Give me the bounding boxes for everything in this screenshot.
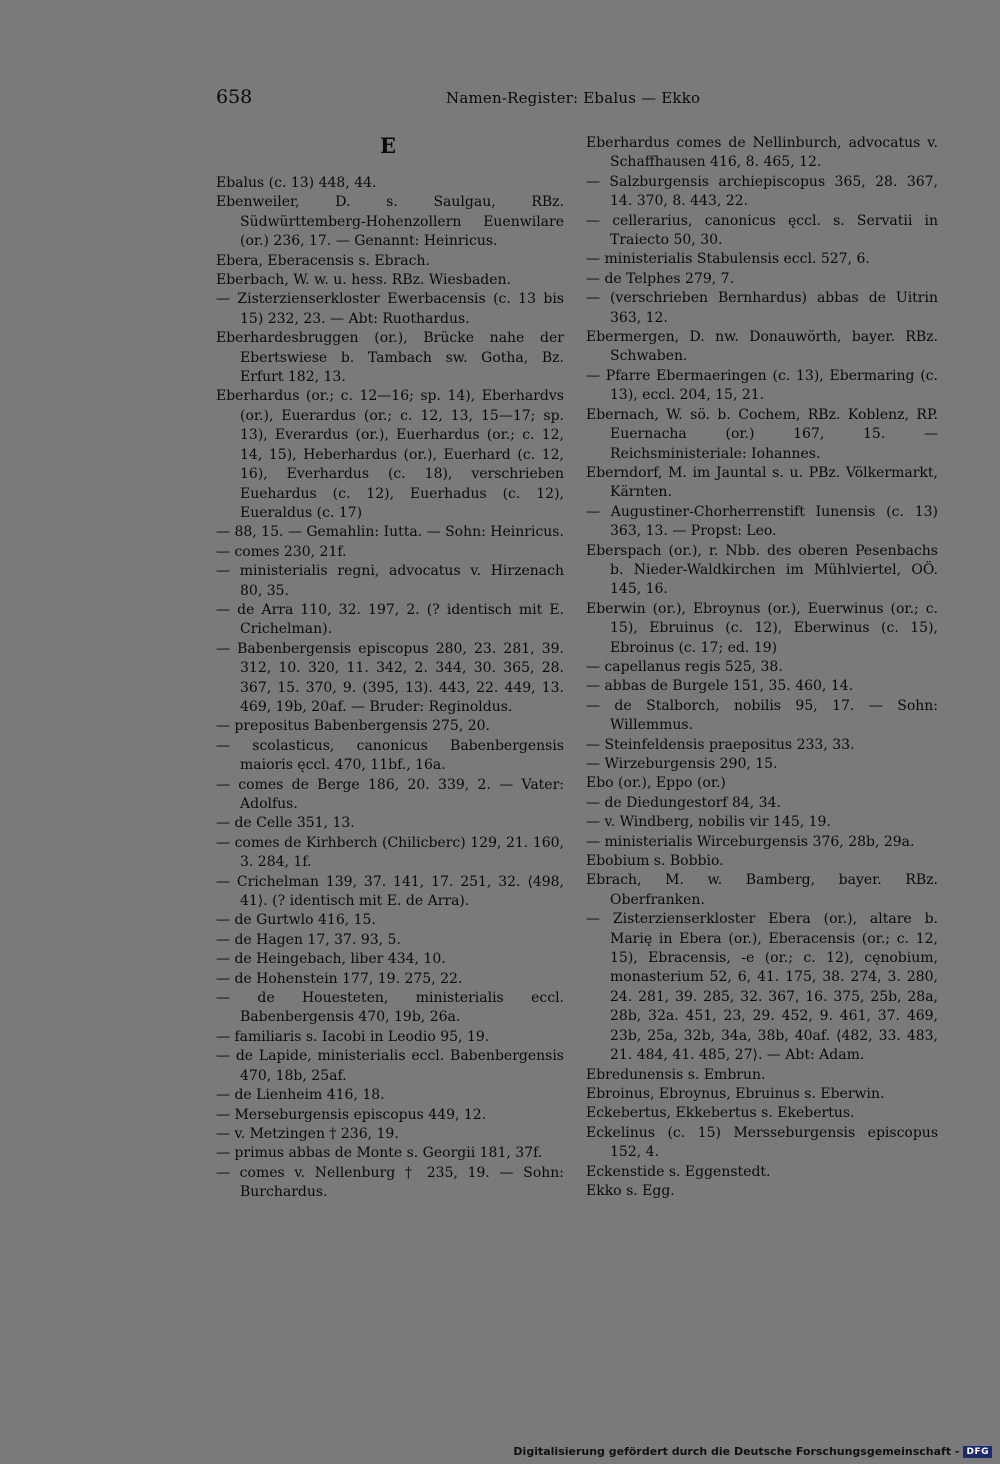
index-entry: — ministerialis Stabulensis eccl. 527, 6.: [586, 251, 870, 268]
index-entry: — prepositus Babenbergensis 275, 20.: [216, 718, 491, 735]
index-entry: Eberwin (or.), Ebroynus (or.), Euerwinus (or.; c. 15), Ebruinus (c. 12), Eberwinus (c. 15), Ebroinus (c. 17; ed. 19): [586, 600, 938, 656]
index-entry: — cellerarius, canonicus ęccl. s. Servatii in Traiecto 50, 30.: [586, 212, 938, 249]
footer: [513, 1445, 992, 1458]
index-entry: Ebenweiler, D. s. Saulgau, RBz. Südwürttemberg-Hohenzollern Euenwilare (or.) 236, 17. — Genannt: Heinricus.: [216, 194, 564, 250]
index-entry: Ebroinus, Ebroynus, Ebruinus s. Eberwin.: [586, 1085, 885, 1102]
index-entry: — primus abbas de Monte s. Georgii 181, 37f.: [216, 1145, 543, 1162]
index-entry: — (verschrieben Bernhardus) abbas de Uitrin 363, 12.: [586, 290, 938, 326]
index-entry: — de Lienheim 416, 18.: [216, 1087, 385, 1104]
index-entry: — capellanus regis 525, 38.: [586, 658, 783, 675]
index-entry: Ebernach, W. sö. b. Cochem, RBz. Koblenz, RP. Euernacha (or.) 167, 15. — Reichsministeriale: Iohannes.: [586, 406, 938, 462]
index-entry: — de Stalborch, nobilis 95, 17. — Sohn: Willemmus.: [586, 697, 938, 734]
index-entry: — comes de Berge 186, 20. 339, 2. — Vater: Adolfus.: [216, 776, 564, 812]
index-entry: — v. Windberg, nobilis vir 145, 19.: [586, 814, 831, 831]
index-entry: — de Celle 351, 13.: [216, 815, 355, 832]
index-entry: — de Diedungestorf 84, 34.: [586, 794, 781, 811]
index-entry: — de Telphes 279, 7.: [586, 270, 735, 287]
index-entry: — ministerialis Wirceburgensis 376, 28b, 29a.: [586, 833, 915, 850]
index-entry: Ebera, Eberacensis s. Ebrach.: [216, 252, 430, 269]
index-entry: Eberndorf, M. im Jauntal s. u. PBz. Völkermarkt, Kärnten.: [586, 464, 938, 501]
index-entry: — de Gurtwlo 416, 15.: [216, 912, 376, 929]
right-column: [586, 134, 938, 1201]
index-entry: Eckenstide s. Eggenstedt.: [586, 1163, 771, 1180]
index-entry: Eberspach (or.), r. Nbb. des oberen Pesenbachs b. Nieder-Waldkirchen im Mühlviertel, OÖ. 145, 16.: [586, 542, 938, 598]
index-entry: — Merseburgensis episcopus 449, 12.: [216, 1106, 487, 1123]
index-entry: Ekko s. Egg.: [586, 1182, 675, 1199]
index-entry: — comes de Kirhberch (Chilicberc) 129, 21. 160, 3. 284, 1f.: [216, 834, 564, 871]
index-entry: — de Hagen 17, 37. 93, 5.: [216, 931, 401, 948]
index-entry: Eberhardus comes de Nellinburch, advocatus v. Schaffhausen 416, 8. 465, 12.: [586, 135, 938, 171]
index-entry: Ebrach, M. w. Bamberg, bayer. RBz. Oberfranken.: [586, 872, 938, 908]
index-entry: — comes 230, 21f.: [216, 543, 347, 560]
index-entry: — comes v. Nellenburg † 235, 19. — Sohn: Burchardus.: [216, 1164, 564, 1201]
index-entry: Eckebertus, Ekkebertus s. Ekebertus.: [586, 1105, 855, 1122]
index-entry: — Wirzeburgensis 290, 15.: [586, 756, 778, 772]
index-entry: — Steinfeldensis praepositus 233, 33.: [586, 736, 855, 753]
left-column: [216, 174, 564, 1203]
index-entry: Eberhardus (or.; c. 12—16; sp. 14), Eberhardvs (or.), Euerardus (or.; c. 12, 13, 15—17; sp. 13), Everardus (or.), Euerhardus (or.; c. 12, 14, 15), Heberhardus (or.), Euerhard (c. 12, 16), Everhardus (c. 18), verschrieben Euehardus (c. 12), Euerhadus (c. 12), Eueraldus (c. 17): [216, 388, 564, 521]
index-entry: Ebalus (c. 13) 448, 44.: [216, 175, 377, 191]
index-entry: — abbas de Burgele 151, 35. 460, 14.: [586, 678, 854, 695]
running-head: Namen-Register: Ebalus — Ekko: [446, 89, 701, 107]
index-entry: — de Hohenstein 177, 19. 275, 22.: [216, 970, 463, 987]
index-entry: — Crichelman 139, 37. 141, 17. 251, 32. ⟨498, 41⟩. (? identisch mit E. de Arra).: [216, 873, 564, 910]
index-entry: Ebobium s. Bobbio.: [586, 853, 724, 870]
section-letter: E: [380, 133, 397, 158]
index-entry: — Babenbergensis episcopus 280, 23. 281, 39. 312, 10. 320, 11. 342, 2. 344, 30. 365, 28. 367, 15. 370, 9. (395, 13). 443, 22. 449, 13. 469, 19b, 20af. — Bruder: Reginoldus.: [216, 640, 564, 715]
index-entry: — Zisterzienserkloster Ebera (or.), altare b. Marię in Ebera (or.), Eberacensis (or.; c. 12, 15), Ebracensis, -e (or.; c. 12), cęnobium, monasterium 52, 6, 41. 175, 38. 274, 3. 280, 24. 281, 39. 285, 32. 367, 16. 375, 25b, 28a, 28b, 32a. 451, 23, 29. 452, 9. 461, 37. 469, 23b, 25a, 32b, 34a, 38b, 40af. ⟨482, 33. 483, 21. 484, 41. 485, 27⟩. — Abt: Adam.: [586, 911, 938, 1064]
index-entry: Ebermergen, D. nw. Donauwörth, bayer. RBz. Schwaben.: [586, 329, 938, 365]
index-entry: — de Heingebach, liber 434, 10.: [216, 951, 446, 968]
index-entry: — v. Metzingen † 236, 19.: [216, 1125, 399, 1142]
index-entry: — Augustiner-Chorherrenstift Iunensis (c. 13) 363, 13. — Propst: Leo.: [586, 503, 938, 540]
index-entry: Eberhardesbruggen (or.), Brücke nahe der Ebertswiese b. Tambach sw. Gotha, Bz. Erfurt 182, 13.: [216, 330, 564, 386]
index-entry: — Pfarre Ebermaeringen (c. 13), Ebermaring (c. 13), eccl. 204, 15, 21.: [586, 367, 938, 404]
index-entry: — 88, 15. — Gemahlin: Iutta. — Sohn: Heinricus.: [216, 524, 564, 541]
index-entry: — familiaris s. Iacobi in Leodio 95, 19.: [216, 1028, 490, 1045]
index-entry: Ebredunensis s. Embrun.: [586, 1066, 766, 1083]
index-entry: — Zisterzienserkloster Ewerbacensis (c. 13 bis 15) 232, 23. — Abt: Ruothardus.: [216, 291, 564, 327]
index-entry: Ebo (or.), Eppo (or.): [586, 775, 726, 792]
dfg-logo-icon: DFG: [963, 1446, 992, 1458]
index-entry: — de Lapide, ministerialis eccl. Babenbergensis 470, 18b, 25af.: [216, 1048, 564, 1084]
index-entry: Eckelinus (c. 15) Mersseburgensis episcopus 152, 4.: [586, 1124, 938, 1161]
index-entry: Eberbach, W. w. u. hess. RBz. Wiesbaden.: [216, 272, 511, 289]
index-entry: — ministerialis regni, advocatus v. Hirzenach 80, 35.: [216, 563, 564, 599]
page-number: 658: [216, 86, 253, 108]
index-entry: — scolasticus, canonicus Babenbergensis maioris ęccl. 470, 11bf., 16a.: [216, 737, 564, 774]
index-entry: — Salzburgensis archiepiscopus 365, 28. 367, 14. 370, 8. 443, 22.: [586, 173, 938, 210]
index-entry: — de Arra 110, 32. 197, 2. (? identisch mit E. Crichelman).: [216, 601, 564, 638]
index-entry: — de Houesteten, ministerialis eccl. Babenbergensis 470, 19b, 26a.: [216, 990, 564, 1026]
footer-text: Digitalisierung gefördert durch die Deutsche Forschungsgemeinschaft -: [513, 1445, 960, 1458]
